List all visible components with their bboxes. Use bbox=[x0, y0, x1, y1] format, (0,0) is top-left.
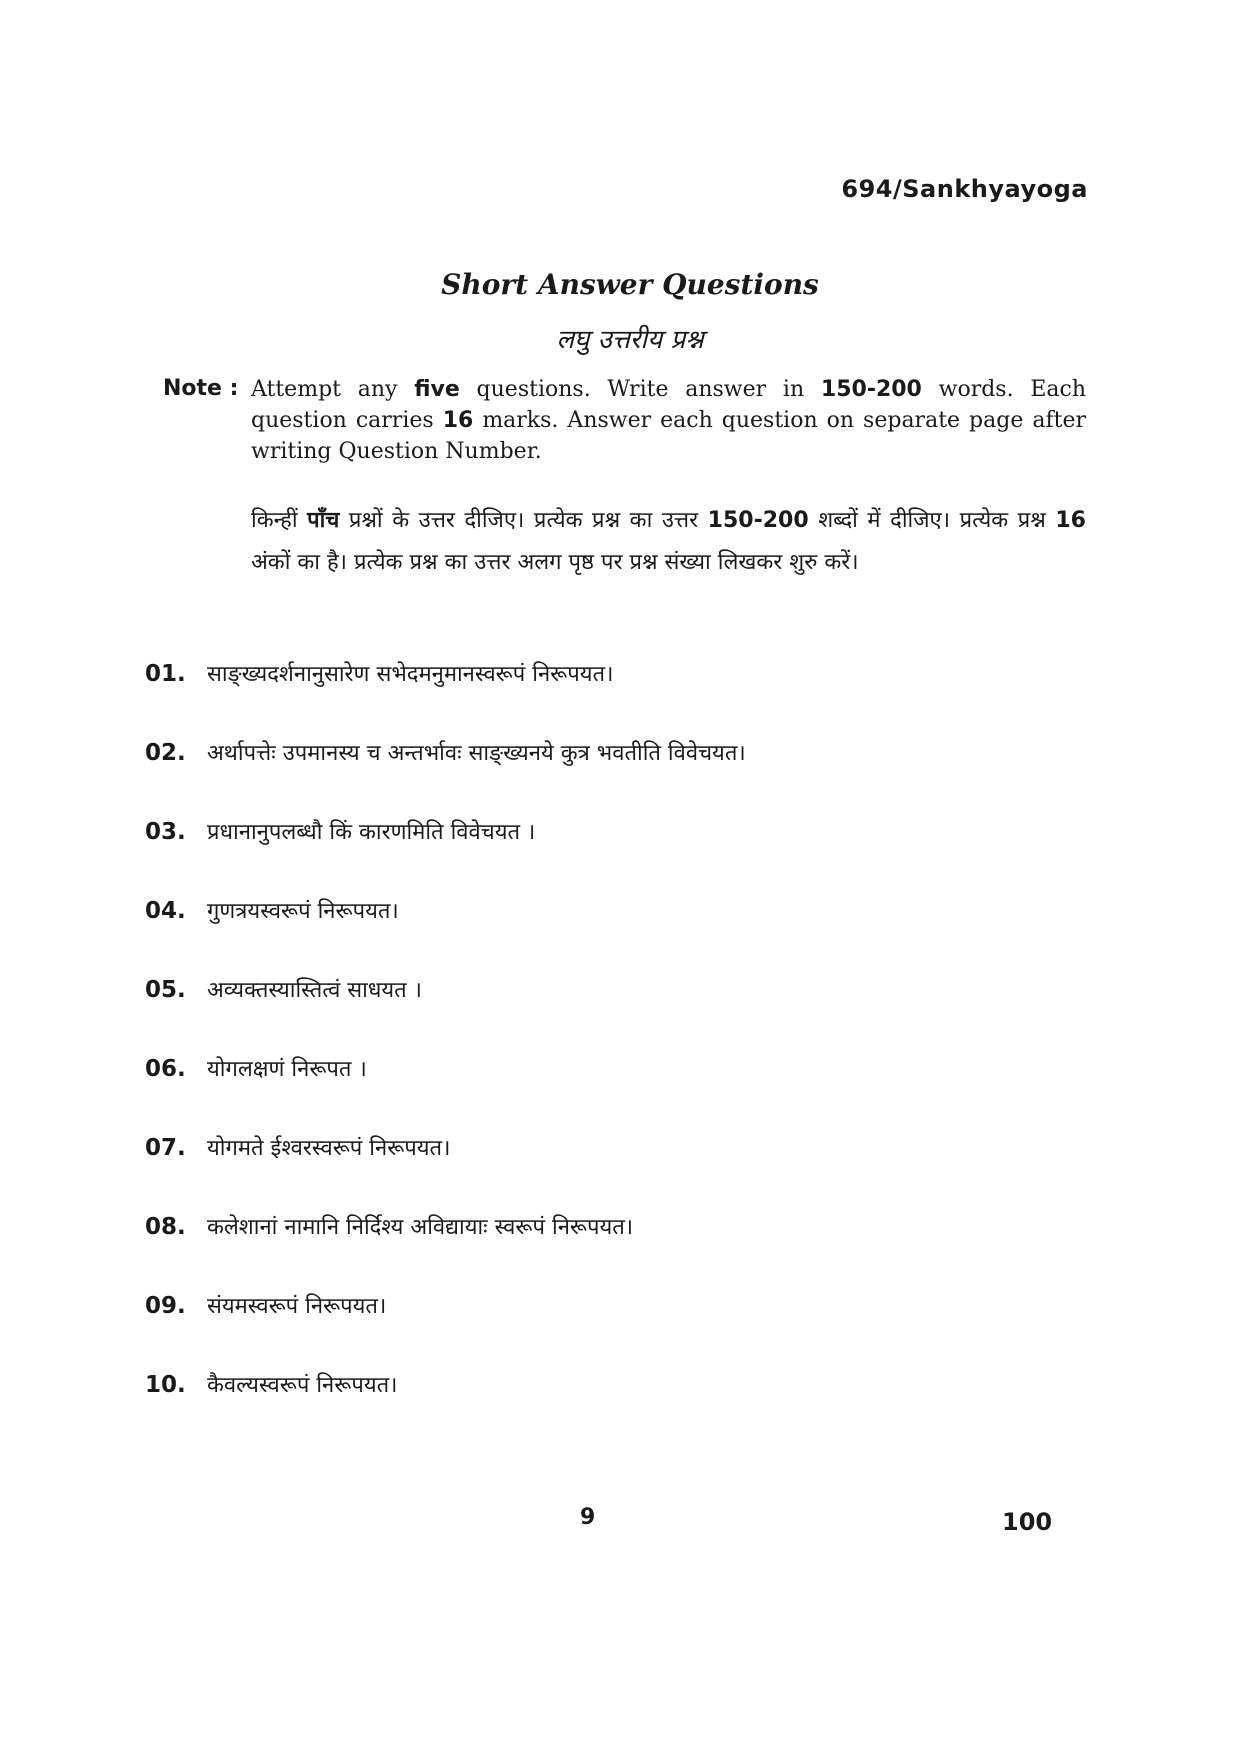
note-hindi bbox=[251, 500, 1086, 584]
question-text: योगमते ईश्वरस्वरूपं निरूपयत। bbox=[207, 1136, 451, 1161]
question-text: गुणत्रयस्वरूपं निरूपयत। bbox=[207, 899, 399, 924]
page-number: 9 bbox=[580, 1505, 596, 1530]
question-number: 10. bbox=[145, 1372, 186, 1398]
question-text: कलेशानां नामानि निर्दिश्य अविद्यायाः स्वरूपं निरूपयत। bbox=[207, 1215, 634, 1240]
question-item bbox=[145, 1132, 1105, 1211]
question-text: संयमस्वरूपं निरूपयत। bbox=[207, 1294, 387, 1319]
note-hi-text-3: शब्दों में दीजिए। प्रत्येक प्रश्न bbox=[808, 508, 1056, 533]
note-en-bold-marks: 16 bbox=[442, 408, 474, 433]
question-item bbox=[145, 1211, 1105, 1290]
note-hi-bold-marks: 16 bbox=[1055, 508, 1086, 533]
note-en-text-3: words. Each question carries bbox=[251, 377, 1087, 433]
question-text: प्रधानानुपलब्धौ किं कारणमिति विवेचयत । bbox=[207, 820, 536, 845]
note-hi-bold-count: पाँच bbox=[307, 508, 340, 533]
note-en-text-2: questions. Write answer in bbox=[459, 377, 821, 402]
question-item bbox=[145, 895, 1105, 974]
question-number: 01. bbox=[145, 661, 186, 687]
note-hi-bold-words: 150-200 bbox=[707, 508, 809, 533]
section-title-english-text: Short Answer Questions bbox=[441, 268, 819, 301]
question-item bbox=[145, 974, 1105, 1053]
note-en-bold-count: five bbox=[414, 377, 460, 402]
course-code: 694/Sankhyayoga bbox=[841, 175, 1088, 203]
section-title-hindi-text: लघु उत्तरीय प्रश्न bbox=[556, 325, 704, 355]
note-en-text-1: Attempt any bbox=[251, 377, 415, 402]
note-hi-text-4: अंकों का है। प्रत्येक प्रश्न का उत्तर अलग पृष्ठ पर प्रश्न संख्या लिखकर शुरु करें। bbox=[251, 550, 859, 575]
question-number: 03. bbox=[145, 819, 186, 845]
section-title-english bbox=[0, 268, 1240, 301]
note-english bbox=[251, 374, 1086, 467]
note-hi-text-1: किन्हीं bbox=[251, 508, 308, 533]
question-number: 08. bbox=[145, 1214, 186, 1240]
question-number: 02. bbox=[145, 740, 186, 766]
question-number: 06. bbox=[145, 1056, 186, 1082]
question-number: 07. bbox=[145, 1135, 186, 1161]
question-number: 09. bbox=[145, 1293, 186, 1319]
question-number: 04. bbox=[145, 898, 186, 924]
question-item bbox=[145, 658, 1105, 737]
page-count: 100 bbox=[1002, 1508, 1053, 1536]
question-item bbox=[145, 1053, 1105, 1132]
note-hi-text-2: प्रश्नों के उत्तर दीजिए। प्रत्येक प्रश्न का उत्तर bbox=[339, 508, 708, 533]
question-text: अर्थापत्तेः उपमानस्य च अन्तर्भावः साङ्ख्यनये कुत्र भवतीति विवेचयत। bbox=[207, 741, 746, 766]
note-label: Note : bbox=[163, 376, 239, 401]
question-number: 05. bbox=[145, 977, 186, 1003]
note-en-text-4: marks. Answer each question on separate page after writing Question Number. bbox=[251, 408, 1086, 464]
note-en-bold-words: 150-200 bbox=[820, 377, 922, 402]
question-list bbox=[145, 658, 1105, 1448]
section-title-hindi bbox=[0, 320, 1240, 356]
question-text: साङ्ख्यदर्शनानुसारेण सभेदमनुमानस्वरूपं निरूपयत। bbox=[207, 662, 614, 687]
question-text: कैवल्यस्वरूपं निरूपयत। bbox=[207, 1373, 398, 1398]
question-text: अव्यक्तस्यास्तित्वं साधयत । bbox=[207, 978, 423, 1003]
question-item bbox=[145, 1369, 1105, 1448]
question-item bbox=[145, 737, 1105, 816]
question-item bbox=[145, 816, 1105, 895]
question-text: योगलक्षणं निरूपत । bbox=[207, 1057, 367, 1082]
question-item bbox=[145, 1290, 1105, 1369]
